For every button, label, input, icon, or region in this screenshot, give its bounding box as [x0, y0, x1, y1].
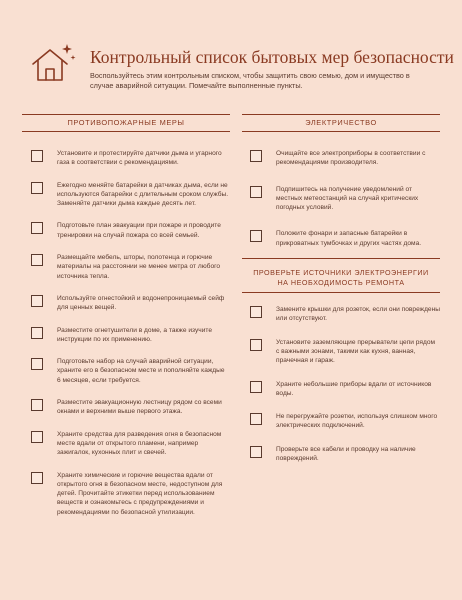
- checkbox[interactable]: [31, 431, 43, 443]
- checkbox[interactable]: [31, 182, 43, 194]
- checklist-item-text: Подготовьте набор на случай аварийной ситуации, храните его в безопасном месте и пополняйте каждые 6 месяцев, если требуется.: [57, 358, 225, 384]
- electricity-column: [242, 112, 440, 463]
- checkbox[interactable]: [250, 413, 262, 425]
- checklist-item: [242, 149, 440, 168]
- checkbox[interactable]: [250, 381, 262, 393]
- checklist-item: [22, 253, 230, 281]
- checklist-item-text: Разместите эвакуационную лестницу рядом со всеми окнами и верхними выше первого этажа.: [57, 399, 222, 416]
- checklist-item: [242, 305, 440, 324]
- checklist-item-text: Храните средства для разведения огня в безопасном месте вдали от открытого пламени, например зажигалок, кухонных плит и свечей.: [57, 430, 222, 457]
- checklist-item: [242, 229, 440, 248]
- checkbox[interactable]: [250, 339, 262, 351]
- checklist-item-text: Положите фонари и запасные батарейки в прикроватных тумбочках и других частях дома.: [276, 230, 422, 247]
- checklist-item: [242, 185, 440, 213]
- checklist-item-text: Размещайте мебель, шторы, полотенца и горючие материалы на расстоянии не менее метра от любого источника тепла.: [57, 254, 221, 280]
- checklist-item: [242, 412, 440, 431]
- checkbox[interactable]: [250, 230, 262, 242]
- checkbox[interactable]: [31, 254, 43, 266]
- checklist-item-text: Храните химические и горючие вещества вдали от открытого огня в безопасном месте, недоступном для детей. Прочитайте этикетки перед использованием веществ и ознакомьтесь с предупреждениями и рекомендациями по безопасной утилизации.: [57, 471, 223, 516]
- checklist-item-text: Подготовьте план эвакуации при пожаре и проводите тренировки на случай пожара со всей семьей.: [57, 222, 221, 239]
- checkbox[interactable]: [250, 186, 262, 198]
- checklist-item: [22, 181, 230, 209]
- checklist-item-text: Установите заземляющие прерыватели цепи рядом с важными зонами, такими как кухня, ванная, прачечная и гараж.: [276, 338, 436, 365]
- checklist-item-text: Проверьте все кабели и проводку на наличие повреждений.: [276, 445, 416, 463]
- checklist-item: [22, 326, 230, 345]
- house-sparkle-icon: [30, 42, 76, 84]
- checklist-item-text: Подпишитесь на получение уведомлений от местных метеостанций на случай критических погодных условий.: [276, 185, 419, 212]
- checklist-item: [22, 471, 230, 517]
- checklist-item: [242, 338, 440, 366]
- checklist-item-text: Очищайте все электроприборы в соответствии с рекомендациями производителя.: [276, 150, 426, 167]
- checkbox[interactable]: [31, 399, 43, 411]
- checkbox[interactable]: [31, 472, 43, 484]
- header: [0, 0, 462, 110]
- checklist-item: [22, 357, 230, 385]
- checkbox[interactable]: [31, 327, 43, 339]
- checklist-item-text: Используйте огнестойкий и водонепроницаемый сейф для ценных вещей.: [57, 294, 225, 312]
- checklist-item-text: Не перегружайте розетки, используя слишком много электрических подключений.: [276, 413, 438, 430]
- checkbox[interactable]: [250, 446, 262, 458]
- checklist-item: [242, 380, 440, 399]
- checklist-item-text: Ежегодно меняйте батарейки в датчиках дыма, если не используются батарейки с длительным сроком службы. Заменяйте датчики дыма каждые десять лет.: [57, 181, 229, 208]
- checkbox[interactable]: [31, 358, 43, 370]
- checkbox[interactable]: [250, 150, 262, 162]
- wiring-repair-heading: ПРОВЕРЬТЕ ИСТОЧНИКИ ЭЛЕКТРОЭНЕРГИИ НА НЕОБХОДИМОСТЬ РЕМОНТА: [242, 258, 440, 293]
- checklist-item: [22, 398, 230, 417]
- checklist-item: [22, 149, 230, 168]
- checklist-item: [22, 294, 230, 313]
- page-subtitle: Воспользуйтесь этим контрольным списком, чтобы защитить свою семью, дом и имущество в случае аварийной ситуации. Помечайте выполненные пункты.: [90, 71, 410, 90]
- checklist-item: [242, 445, 440, 464]
- checkbox[interactable]: [31, 222, 43, 234]
- fire-safety-column: [22, 112, 230, 517]
- checklist-item-text: Замените крышки для розеток, если они повреждены или отсутствуют.: [276, 306, 440, 323]
- checklist-item: [22, 221, 230, 240]
- checklist-item-text: Храните небольшие приборы вдали от источников воды.: [276, 380, 432, 397]
- fire-safety-heading: ПРОТИВОПОЖАРНЫЕ МЕРЫ: [22, 114, 230, 132]
- checklist-item: [22, 430, 230, 458]
- checkbox[interactable]: [31, 150, 43, 162]
- checkbox[interactable]: [31, 295, 43, 307]
- checklist-item-text: Разместите огнетушители в доме, а также изучите инструкции по их применению.: [57, 326, 213, 343]
- checklist-item-text: Установите и протестируйте датчики дыма и угарного газа в соответствии с рекомендациями.: [57, 150, 222, 167]
- page-title: Контрольный список бытовых мер безопасности: [90, 47, 454, 67]
- checkbox[interactable]: [250, 306, 262, 318]
- electricity-heading: ЭЛЕКТРИЧЕСТВО: [242, 114, 440, 132]
